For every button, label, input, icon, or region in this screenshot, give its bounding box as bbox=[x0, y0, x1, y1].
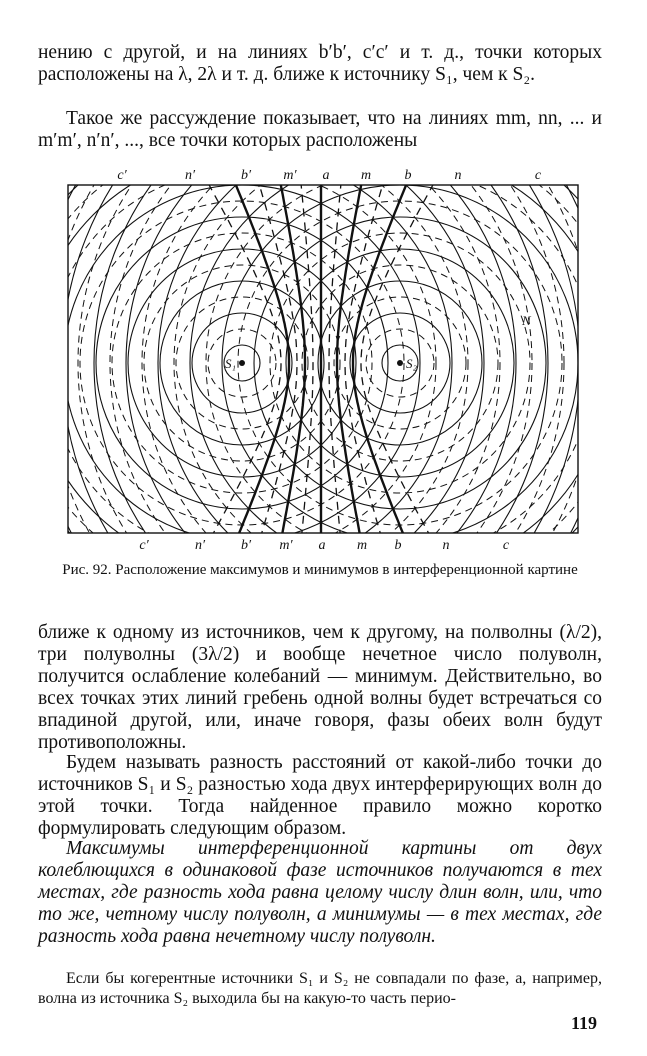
wave-crest-circle bbox=[60, 165, 585, 553]
minimum-line bbox=[345, 165, 585, 553]
wave-trough-circle bbox=[206, 169, 585, 553]
minimum-line bbox=[60, 165, 281, 553]
wave-trough-circle bbox=[78, 165, 585, 553]
bottom-label: a bbox=[318, 538, 326, 553]
top-label: c bbox=[534, 168, 542, 183]
paragraph-2: Такое же рассуждение показывает, что на линиях mm, nn, ... и m′m′, n′n′, ..., все точки которых расположены bbox=[38, 108, 602, 151]
wave-crest-circle bbox=[60, 165, 452, 553]
bottom-label: m′ bbox=[279, 538, 293, 553]
wave-trough-circle bbox=[60, 165, 532, 553]
bottom-label: b′ bbox=[240, 538, 252, 553]
bottom-label: n′ bbox=[194, 538, 206, 553]
top-label: m′ bbox=[283, 168, 297, 183]
top-label: c′ bbox=[117, 168, 127, 183]
maximum-line bbox=[337, 165, 518, 553]
bottom-label: c bbox=[502, 538, 510, 553]
bottom-label: m bbox=[356, 538, 368, 553]
top-label: a bbox=[322, 168, 330, 183]
figure-frame bbox=[68, 185, 578, 533]
side-label-n: N bbox=[522, 313, 531, 328]
wave-trough-circle bbox=[60, 165, 585, 553]
wave-trough-circle bbox=[60, 165, 585, 553]
paragraph-3: ближе к одному из источников, чем к другому, на полволны (λ/2), три полуволны (3λ/2) и вообще нечетное число полуволн, получится ослабление колебаний — минимум. Действительно, во всех точках этих линий гребень одной волны будет встречаться со впадиной другой, или, иначе говоря, фазы обеих волн будут противоположны. bbox=[38, 622, 602, 753]
paragraph-6: Если бы когерентные источники S₁ и S₂ не совпадали по фазе, а, например, волна из источника S₂ выходила бы на какую-то часть перио- bbox=[38, 970, 602, 1007]
page-number: 119 bbox=[570, 1013, 597, 1033]
paragraph-5-rule: Максимумы интерференционной картины от двух колеблющихся в одинаковой фазе источников получаются в тех местах, где разность хода равна целому числу длин волн, или, что то же, четному числу полуволн, а минимумы — в тех местах, где разность хода равна нечетному числу полуволн. bbox=[38, 838, 602, 947]
paragraph-1: нению с другой, и на линиях b′b′, c′c′ и т. д., точки которых расположены на λ, 2λ и т. д. ближе к источнику S₁, чем к S₂. bbox=[38, 42, 602, 85]
wave-trough-circle bbox=[60, 165, 564, 553]
maximum-line bbox=[124, 165, 305, 553]
top-label: n bbox=[454, 168, 462, 183]
minimum-line bbox=[361, 165, 585, 553]
top-label: b bbox=[404, 168, 412, 183]
interference-figure bbox=[60, 165, 585, 553]
top-label: m bbox=[360, 168, 372, 183]
paragraph-4: Будем называть разность расстояний от какой-либо точки до источников S₁ и S₂ разностью хода двух интерферирующих волн до этой точки. Тогда найденное правило можно коротко формулировать следующим образом. bbox=[38, 752, 602, 839]
source-point bbox=[239, 360, 245, 366]
top-label: b′ bbox=[240, 168, 252, 183]
wave-trough-circle bbox=[60, 169, 436, 553]
figure-caption: Рис. 92. Расположение максимумов и минимумов в интерференционной картине bbox=[62, 562, 578, 578]
bottom-label: b bbox=[394, 538, 402, 553]
source-point bbox=[397, 360, 403, 366]
source-label: S₂ bbox=[406, 356, 418, 371]
bottom-label: c′ bbox=[139, 538, 149, 553]
wave-crest-circle bbox=[94, 165, 585, 553]
wave-trough-circle bbox=[60, 165, 585, 553]
bottom-label: n bbox=[442, 538, 450, 553]
source-label: S₁ bbox=[224, 356, 236, 371]
top-label: n′ bbox=[184, 168, 196, 183]
wave-trough-circle bbox=[60, 165, 585, 553]
wave-crest-circle bbox=[60, 165, 585, 553]
interference-diagram bbox=[60, 165, 585, 553]
